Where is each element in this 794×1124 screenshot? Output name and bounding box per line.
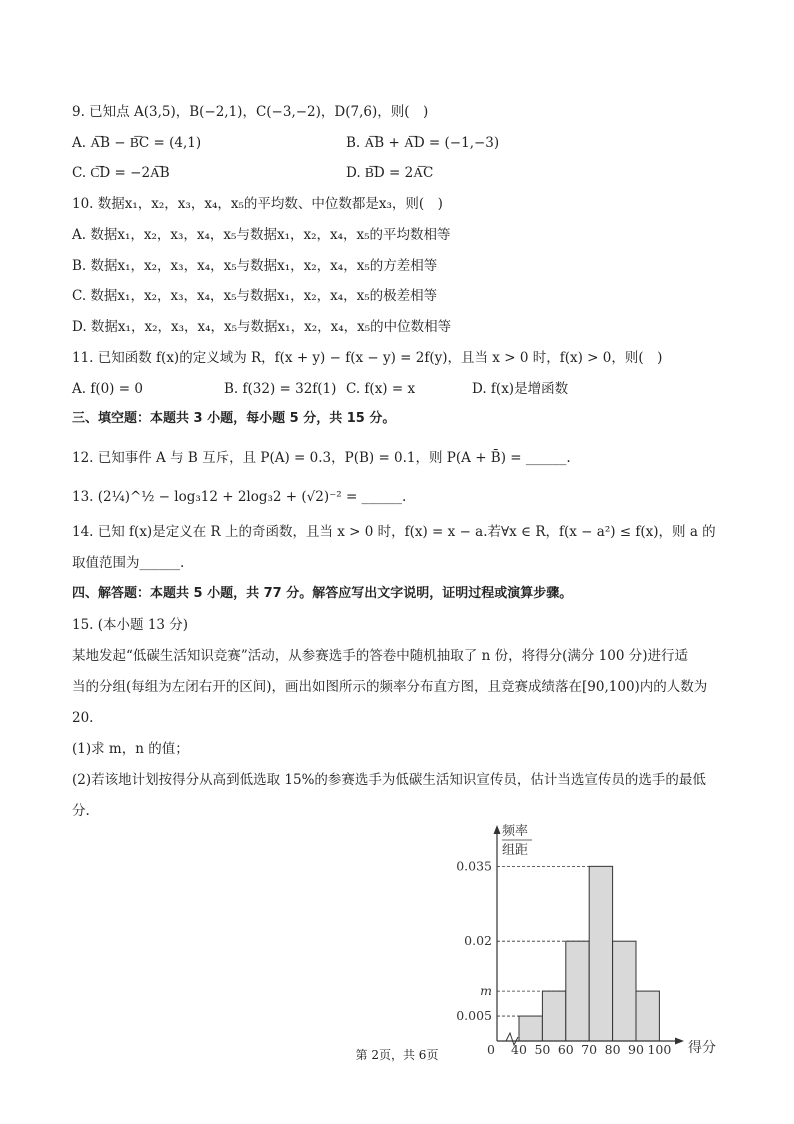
q14-line2: 取值范围为______. (72, 555, 185, 571)
q9-stem: 9. 已知点 A(3,5)，B(−2,1)，C(−3,−2)，D(7,6)，则( ) (72, 104, 429, 120)
q11-option-a: A. f(0) = 0 (72, 381, 143, 397)
q15-body-line2: 当的分组(每组为左闭右开的区间)，画出如图所示的频率分布直方图，且竞赛成绩落在[90,100)内的人数为 (72, 679, 708, 695)
q9-option-c: C. C͞D = −2A͞B (72, 165, 170, 181)
section4-heading: 四、解答题：本题共 5 小题，共 77 分。解答应写出文字说明，证明过程或演算步骤。 (72, 586, 573, 601)
histogram-bar (636, 991, 659, 1041)
section3-heading: 三、填空题：本题共 3 小题，每小题 5 分，共 15 分。 (72, 411, 396, 426)
ylabel-bottom: 组距 (502, 843, 529, 858)
histogram-bar (542, 991, 565, 1041)
q15-sub1: (1)求 m，n 的值； (72, 741, 189, 757)
frequency-histogram (440, 815, 740, 1065)
q15-body-line3: 20. (72, 710, 94, 726)
q15-sub2-line2: 分. (72, 803, 90, 819)
q14-line1: 14. 已知 f(x)是定义在 R 上的奇函数，且当 x > 0 时，f(x) = x − a.若∀x ∈ R，f(x − a²) ≤ f(x)，则 a 的 (72, 524, 716, 540)
q11-option-b: B. f(32) = 32f(1) (224, 381, 337, 397)
histogram-bar (589, 866, 612, 1041)
x-tick-label: 100 (647, 1042, 672, 1057)
histogram-bar (566, 941, 589, 1041)
y-tick-label: 0.035 (456, 858, 492, 874)
x-tick-label: 90 (628, 1042, 644, 1057)
ylabel-top: 频率 (502, 824, 529, 839)
y-tick-label: 0.005 (456, 1008, 492, 1024)
q10-stem: 10. 数据x₁，x₂，x₃，x₄，x₅的平均数、中位数都是x₃，则( ) (72, 196, 443, 212)
x-tick-label: 40 (511, 1042, 527, 1057)
x-tick-label: 70 (581, 1042, 598, 1057)
q10-option-d: D. 数据x₁，x₂，x₃，x₄，x₅与数据x₁，x₂，x₄，x₅的中位数相等 (72, 319, 452, 335)
q15-body-line1: 某地发起“低碳生活知识竞赛”活动，从参赛选手的答卷中随机抽取了 n 份，将得分(满分 100 分)进行适 (72, 648, 688, 664)
x-tick-label: 60 (557, 1042, 574, 1057)
y-tick-label: m (480, 983, 492, 999)
q10-option-c: C. 数据x₁，x₂，x₃，x₄，x₅与数据x₁，x₂，x₄，x₅的极差相等 (72, 288, 438, 304)
x-axis-arrow (675, 1038, 684, 1045)
y-tick-label: 0.02 (464, 933, 492, 949)
q10-option-b: B. 数据x₁，x₂，x₃，x₄，x₅与数据x₁，x₂，x₄，x₅的方差相等 (72, 258, 438, 274)
x-tick-label: 50 (534, 1042, 551, 1057)
q13: 13. (2¼)^½ − log₃12 + 2log₃2 + (√2)⁻² = ______. (72, 489, 407, 505)
histogram-bars (519, 866, 659, 1041)
xlabel: 得分 (688, 1040, 716, 1056)
histogram-bar (613, 941, 636, 1041)
q11-stem: 11. 已知函数 f(x)的定义域为 R，f(x + y) − f(x − y) = 2f(y)，且当 x > 0 时，f(x) > 0，则( ) (72, 350, 663, 366)
q9-option-d: D. B͞D = 2A͞C (346, 165, 434, 181)
q15-heading: 15. (本小题 13 分) (72, 617, 189, 633)
q15-sub2-line1: (2)若该地计划按得分从高到低选取 15%的参赛选手为低碳生活知识宣传员，估计当选宣传员的选手的最低 (72, 772, 706, 788)
q12: 12. 已知事件 A 与 B 互斥，且 P(A) = 0.3，P(B) = 0.1，则 P(A + B̄) = ______. (72, 450, 571, 466)
q9-option-a: A. A͞B − B͞C = (4,1) (72, 135, 202, 151)
histogram-bar (519, 1016, 542, 1041)
x-tick-label: 80 (604, 1042, 621, 1057)
page-footer: 第 2页，共 6页 (355, 1048, 439, 1062)
origin-label: 0 (487, 1042, 495, 1057)
q10-option-a: A. 数据x₁，x₂，x₃，x₄，x₅与数据x₁，x₂，x₄，x₅的平均数相等 (72, 227, 451, 243)
y-axis-arrow (494, 825, 501, 834)
q11-option-c: C. f(x) = x (346, 381, 416, 397)
q9-option-b: B. A͞B + A͞D = (−1,−3) (346, 135, 500, 151)
q11-option-d: D. f(x)是增函数 (472, 381, 569, 397)
